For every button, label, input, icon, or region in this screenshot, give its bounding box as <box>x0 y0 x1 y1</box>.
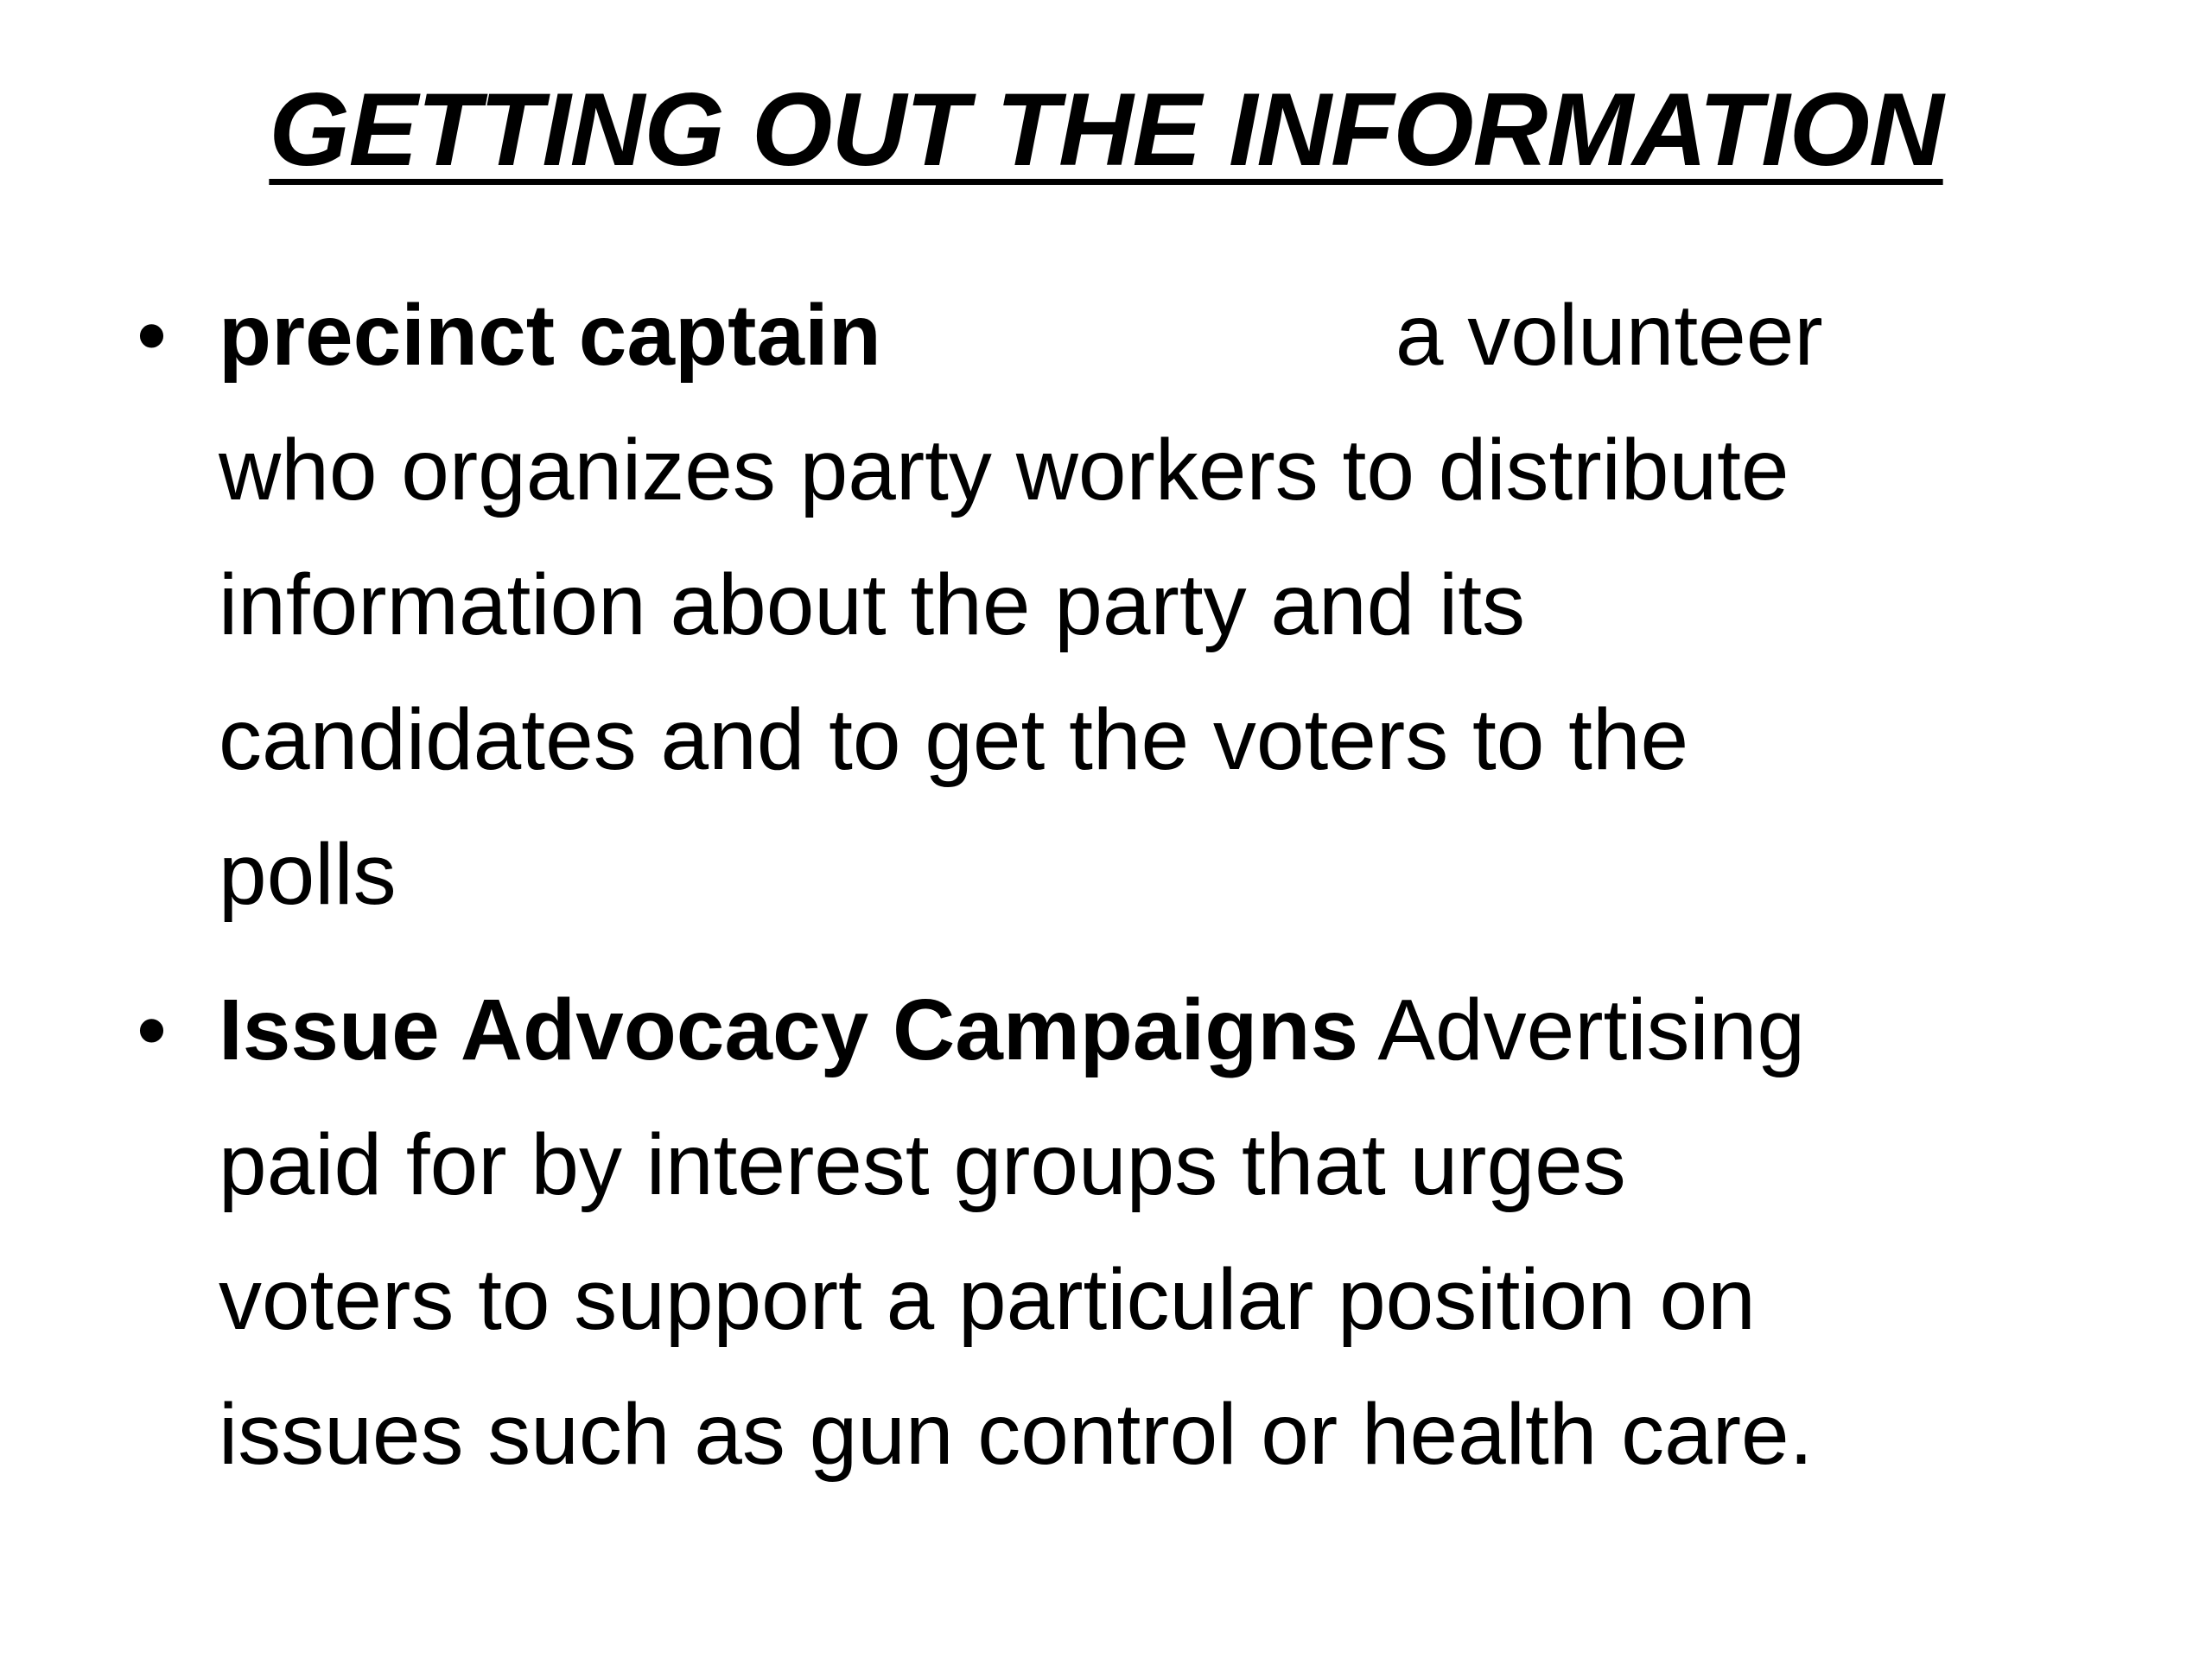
definition-line: polls <box>219 826 397 923</box>
term: precinct captain <box>219 287 881 384</box>
definition-line: candidates and to get the voters to the <box>219 691 1689 788</box>
definition-line: paid for by interest groups that urges <box>219 1116 1626 1213</box>
list-item <box>130 963 2117 1502</box>
slide-title: GETTING OUT THE INFORMATION <box>269 72 1943 188</box>
definition-line: who organizes party workers to distribute <box>219 422 1789 518</box>
definition-start: Advertising <box>1377 982 1805 1078</box>
bullet-icon: • <box>137 287 168 384</box>
definition-start: a volunteer <box>1395 287 1823 384</box>
list-item <box>130 268 2117 942</box>
bullet-icon: • <box>137 982 168 1078</box>
first-line <box>219 963 2117 1097</box>
bullet-list <box>130 268 2117 1502</box>
definition-line: information about the party and its <box>219 556 1526 653</box>
definition-line: voters to support a particular position on <box>219 1251 1756 1348</box>
term: Issue Advocacy Campaigns <box>219 982 1359 1078</box>
first-line <box>219 268 2117 403</box>
definition-line: issues such as gun control or health care. <box>219 1386 1814 1483</box>
